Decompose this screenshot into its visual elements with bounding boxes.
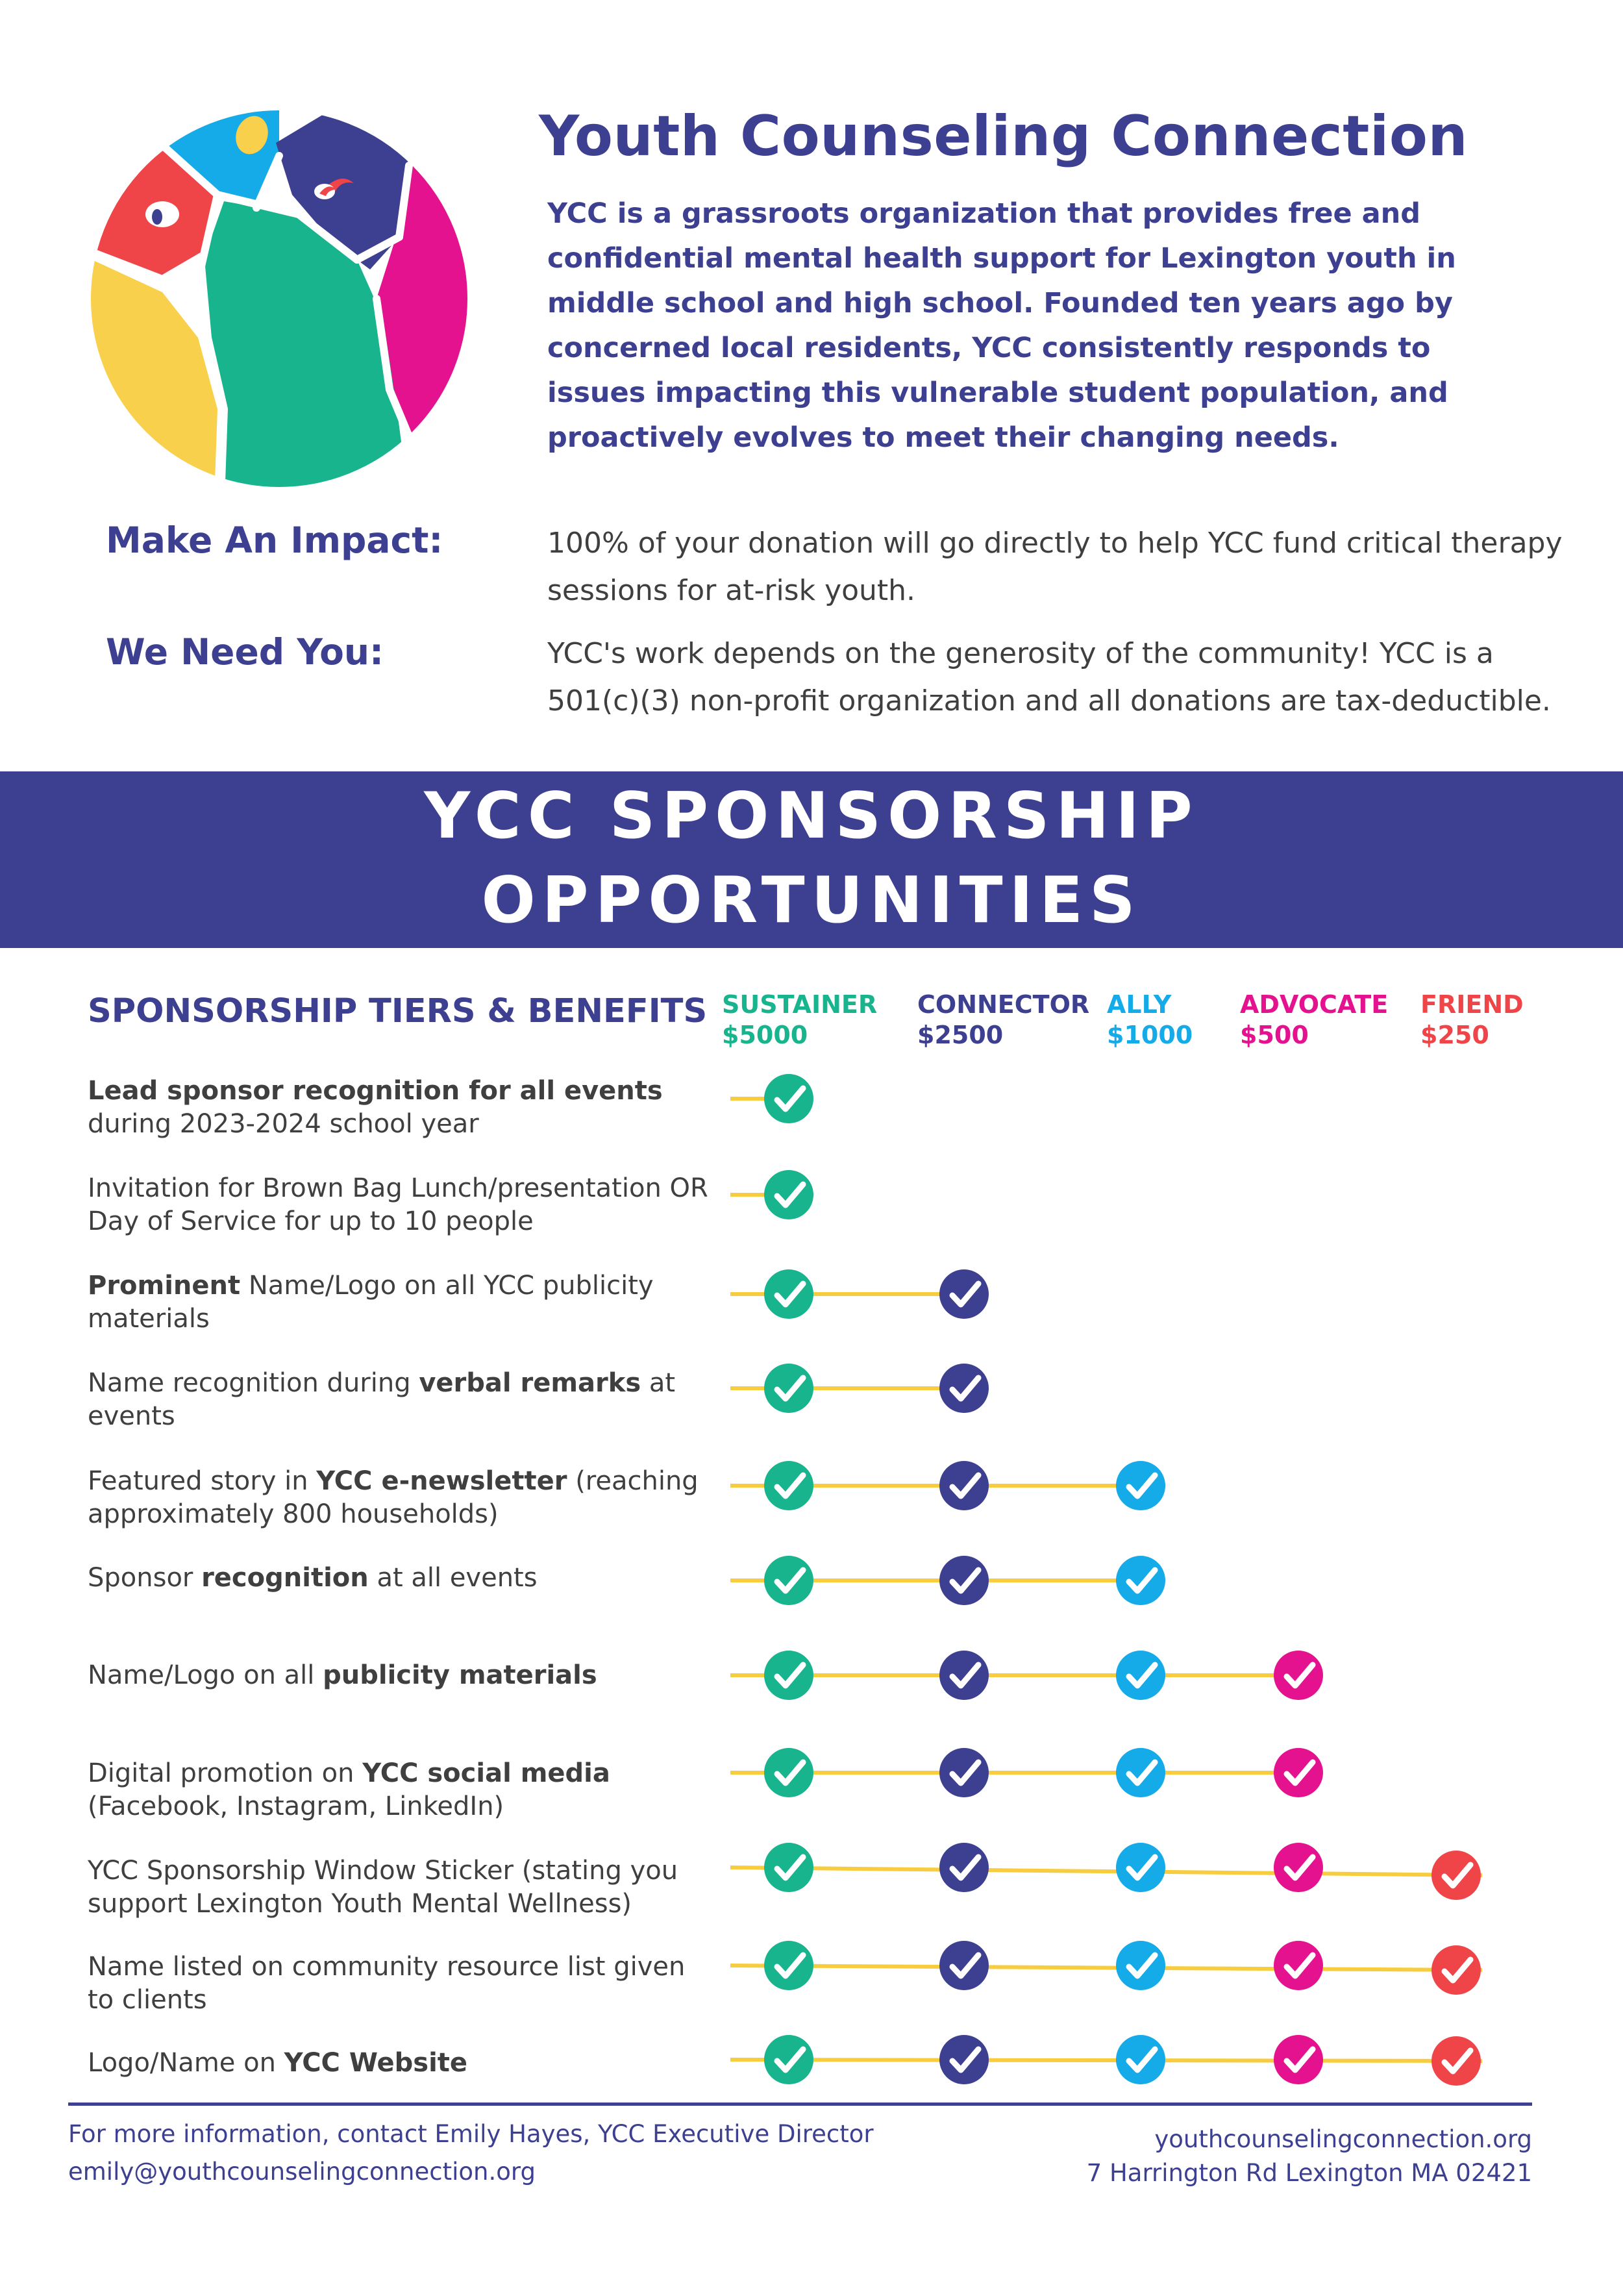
tier-amount: $500 [1240, 1021, 1309, 1049]
need-text: YCC's work depends on the generosity of the community! YCC is a 501(c)(3) non-profit organization and all donations are tax-deductible. [547, 637, 1551, 718]
footer-email[interactable]: emily@youthcounselingconnection.org [68, 2158, 536, 2186]
benefit-row-label: YCC Sponsorship Window Sticker (stating you support Lexington Youth Mental Wellness) [88, 1856, 678, 1919]
tier-name: FRIEND [1420, 990, 1524, 1019]
check-circle-icon [939, 1461, 989, 1510]
benefit-row-label: Name listed on community resource list given to clients [88, 1952, 686, 2015]
check-circle-icon [1431, 1851, 1481, 1900]
impact-label: Make An Impact: [106, 519, 443, 561]
benefit-row-label: Sponsor recognition at all events [88, 1563, 538, 1593]
benefit-row-label: Featured story in YCC e-newsletter (reaching approximately 800 households) [88, 1466, 699, 1529]
tier-header-sustainer [722, 990, 877, 1051]
benefit-row-label: Logo/Name on YCC Website [88, 2048, 468, 2078]
footer-website[interactable]: youthcounselingconnection.org [1154, 2125, 1532, 2153]
check-circle-icon [764, 1748, 813, 1797]
tier-amount: $250 [1420, 1021, 1489, 1049]
check-circle-icon [764, 1941, 813, 1990]
check-circle-icon [764, 1651, 813, 1700]
check-circle-icon [939, 2035, 989, 2084]
ycc-logo [84, 104, 474, 493]
check-circle-icon [764, 1364, 813, 1413]
tier-amount: $1000 [1107, 1021, 1193, 1049]
check-circle-icon [1116, 1651, 1165, 1700]
check-circle-icon [764, 2035, 813, 2084]
org-name: Youth Counseling Connection [539, 104, 1468, 169]
benefit-row-label: Name/Logo on all publicity materials [88, 1660, 597, 1690]
check-circle-icon [764, 1556, 813, 1605]
benefit-row-label: Name recognition during verbal remarks at events [88, 1368, 676, 1431]
tier-connector-line [730, 1965, 1482, 1970]
check-circle-icon [1274, 2035, 1323, 2084]
check-circle-icon [939, 1651, 989, 1700]
tier-name: SUSTAINER [722, 990, 878, 1019]
tier-name: ALLY [1107, 990, 1172, 1019]
check-circle-icon [764, 1461, 813, 1510]
tiers-table-title: SPONSORSHIP TIERS & BENEFITS [88, 992, 708, 1030]
tier-amount: $5000 [722, 1021, 808, 1049]
check-circle-icon [939, 1364, 989, 1413]
check-circle-icon [1274, 1651, 1323, 1700]
benefit-row-label: Prominent Name/Logo on all YCC publicity materials [88, 1271, 654, 1334]
check-circle-icon [764, 1074, 813, 1123]
tier-name: CONNECTOR [917, 990, 1090, 1019]
check-circle-icon [1116, 1461, 1165, 1510]
footer-divider [68, 2103, 1532, 2106]
tier-header-friend [1420, 990, 1524, 1051]
tier-amount: $2500 [917, 1021, 1004, 1049]
check-circle-icon [1116, 1843, 1165, 1892]
impact-text: 100% of your donation will go directly to help YCC fund critical therapy sessions for at-risk youth. [547, 527, 1563, 607]
check-circle-icon [1274, 1941, 1323, 1990]
benefit-row-label: Invitation for Brown Bag Lunch/presentation OR Day of Service for up to 10 people [88, 1173, 708, 1236]
check-circle-icon [764, 1170, 813, 1219]
tier-header-ally [1107, 990, 1193, 1051]
footer-contact: For more information, contact Emily Hayes, YCC Executive Director [68, 2120, 874, 2148]
check-circle-icon [764, 1269, 813, 1319]
check-circle-icon [1274, 1843, 1323, 1892]
check-circle-icon [939, 1556, 989, 1605]
tier-name: ADVOCATE [1240, 990, 1389, 1019]
check-circle-icon [764, 1843, 813, 1892]
banner-title-line2: OPPORTUNITIES [481, 864, 1142, 938]
footer-address: 7 Harrington Rd Lexington MA 02421 [1086, 2159, 1532, 2187]
check-circle-icon [939, 1941, 989, 1990]
check-circle-icon [1431, 1945, 1481, 1995]
tier-connector-line [730, 2060, 1482, 2061]
check-circle-icon [939, 1843, 989, 1892]
tier-header-advocate [1240, 990, 1388, 1051]
org-description: YCC is a grassroots organization that provides free and confidential mental health support for Lexington youth in middle school and high school. Founded ten years ago by concerned local residents, YCC consistently responds to issues impacting this vulnerable student population, and proactively evolves to meet their changing needs. [547, 197, 1456, 454]
banner-title-line1: YCC SPONSORSHIP [424, 779, 1199, 853]
check-circle-icon [1116, 1748, 1165, 1797]
benefit-row-label: Lead sponsor recognition for all events during 2023-2024 school year [88, 1076, 663, 1139]
check-circle-icon [939, 1748, 989, 1797]
check-circle-icon [1274, 1748, 1323, 1797]
benefit-row-label: Digital promotion on YCC social media (Facebook, Instagram, LinkedIn) [88, 1758, 610, 1821]
check-circle-icon [1116, 1941, 1165, 1990]
need-label: We Need You: [106, 631, 384, 673]
tier-connector-line [730, 1867, 1482, 1875]
check-circle-icon [1116, 1556, 1165, 1605]
tier-header-connector [917, 990, 1089, 1051]
check-circle-icon [1431, 2036, 1481, 2086]
check-circle-icon [939, 1269, 989, 1319]
check-circle-icon [1116, 2035, 1165, 2084]
